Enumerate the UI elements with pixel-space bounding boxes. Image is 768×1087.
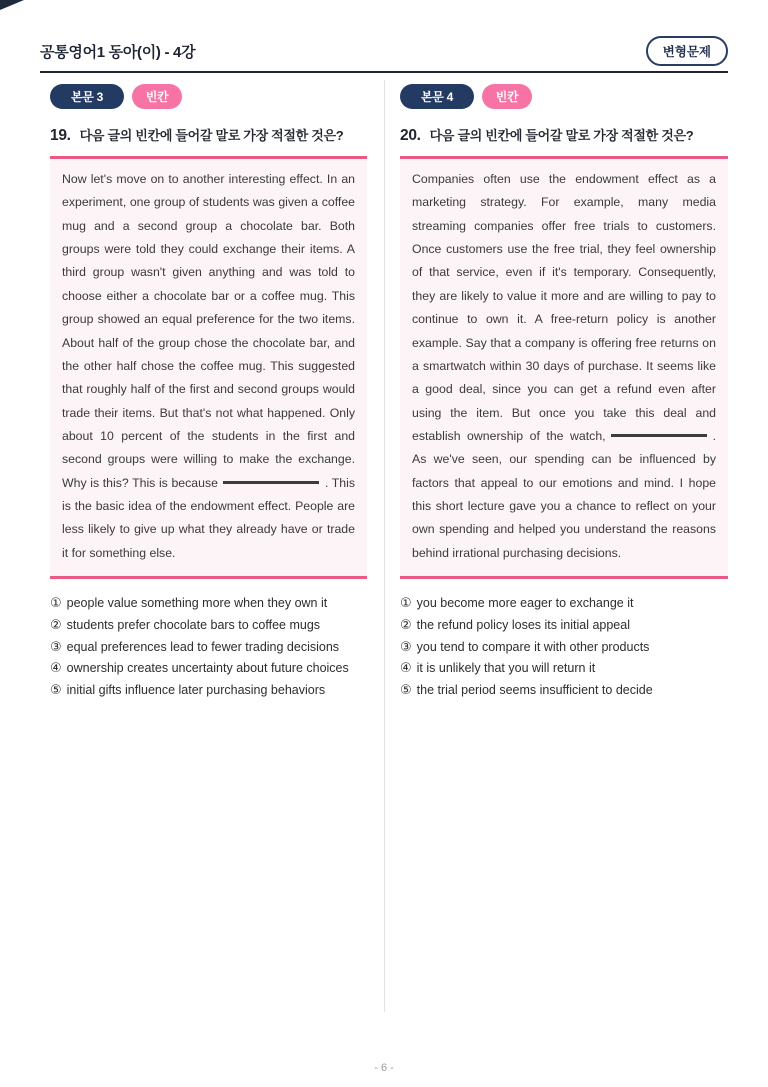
option-number: ②	[50, 616, 62, 632]
passage-text-after-blank: . This is the basic idea of the endowment effect. People are less likely to give up what they already have or trade it for something else.	[62, 475, 356, 560]
option-row	[400, 592, 728, 614]
header-rule	[40, 71, 728, 73]
option-number: ⑤	[50, 682, 62, 698]
option-row	[400, 636, 728, 658]
type-badge: 빈칸	[482, 84, 532, 109]
content-columns	[40, 82, 728, 701]
option-row	[50, 679, 367, 701]
option-number: ⑤	[400, 682, 412, 698]
document-header	[40, 36, 728, 66]
fill-in-blank-line	[611, 434, 707, 437]
passage-text-before-blank: Companies often use the endowment effect as a marketing strategy. For example, many media streaming companies offer free trials to customers. Once customers use the free trial, they feel ownership of that service, even if it's temporary. Consequently, they are likely to value it more and are willing to pay to continue to own it. A free-return policy is another example. Say that a company is offering free returns on a smartwatch within 30 days of purchase. It seems like a good deal, since you can get a refund even after using the item. But once you take this deal and establish ownership of the watch,	[412, 172, 716, 443]
option-text: the trial period seems insufficient to decide	[416, 683, 653, 698]
option-text: the refund policy loses its initial appeal	[416, 617, 630, 632]
question-20-passage-box	[400, 156, 728, 579]
option-number: ①	[400, 595, 412, 611]
question-19-options	[50, 592, 367, 701]
option-text: you tend to compare it with other products	[416, 639, 650, 654]
option-row	[400, 614, 728, 636]
passage-text-after-blank: . As we've seen, our spending can be influenced by factors that appeal to our emotions and mind. I hope this short lecture gave you a chance to reflect on your own spending and helped you understand the reasons behind irrational purchasing decisions.	[412, 428, 716, 560]
question-20-heading	[400, 125, 728, 145]
option-row	[50, 614, 367, 636]
option-text: it is unlikely that you will return it	[416, 661, 596, 676]
option-row	[50, 636, 367, 658]
source-badge: 본문 4	[400, 84, 474, 109]
question-number: 19.	[50, 127, 71, 144]
question-prompt: 다음 글의 빈칸에 들어갈 말로 가장 적절한 것은?	[79, 128, 344, 143]
option-row	[400, 657, 728, 679]
option-text: students prefer chocolate bars to coffee mugs	[66, 617, 321, 632]
question-20-options	[400, 592, 728, 701]
question-prompt: 다음 글의 빈칸에 들어갈 말로 가장 적절한 것은?	[429, 128, 694, 143]
page-number: - 6 -	[374, 1062, 394, 1074]
type-badge: 빈칸	[132, 84, 182, 109]
option-row	[50, 592, 367, 614]
question-number: 20.	[400, 127, 421, 144]
option-text: initial gifts influence later purchasing behaviors	[66, 683, 326, 698]
option-row	[50, 657, 367, 679]
page-corner-mark	[0, 0, 24, 10]
question-19-passage-box	[50, 156, 367, 579]
fill-in-blank-line	[223, 481, 319, 484]
option-text: you become more eager to exchange it	[416, 596, 634, 611]
variant-problem-badge: 변형문제	[646, 36, 728, 66]
passage-text-before-blank: Now let's move on to another interesting effect. In an experiment, one group of students was given a coffee mug and a second group a chocolate bar. Both groups were told they could exchange their items. A third group wasn't given anything and was told to choose either a chocolate bar or a coffee mug. This group showed an equal preference for the two items. About half of the group chose the chocolate bar, and the other half chose the coffee mug. This suggested that roughly half of the first and second groups would trade their items. But that's not what happened. Only about 10 percent of the students in the first and second groups were willing to make the exchange. Why is this? This is because	[62, 172, 355, 490]
question-19-badges	[50, 84, 367, 109]
option-number: ②	[400, 616, 412, 632]
question-19-column	[40, 82, 384, 701]
question-20-column	[384, 82, 728, 701]
option-number: ④	[400, 660, 412, 676]
option-text: equal preferences lead to fewer trading decisions	[66, 639, 340, 654]
option-text: people value something more when they own it	[66, 596, 328, 611]
option-text: ownership creates uncertainty about future choices	[66, 661, 349, 676]
document-title: 공통영어1 동아(이) - 4강	[40, 43, 196, 61]
option-row	[400, 679, 728, 701]
option-number: ④	[50, 660, 62, 676]
option-number: ③	[50, 638, 62, 654]
question-20-badges	[400, 84, 728, 109]
option-number: ③	[400, 638, 412, 654]
option-number: ①	[50, 595, 62, 611]
question-19-heading	[50, 125, 367, 145]
source-badge: 본문 3	[50, 84, 124, 109]
